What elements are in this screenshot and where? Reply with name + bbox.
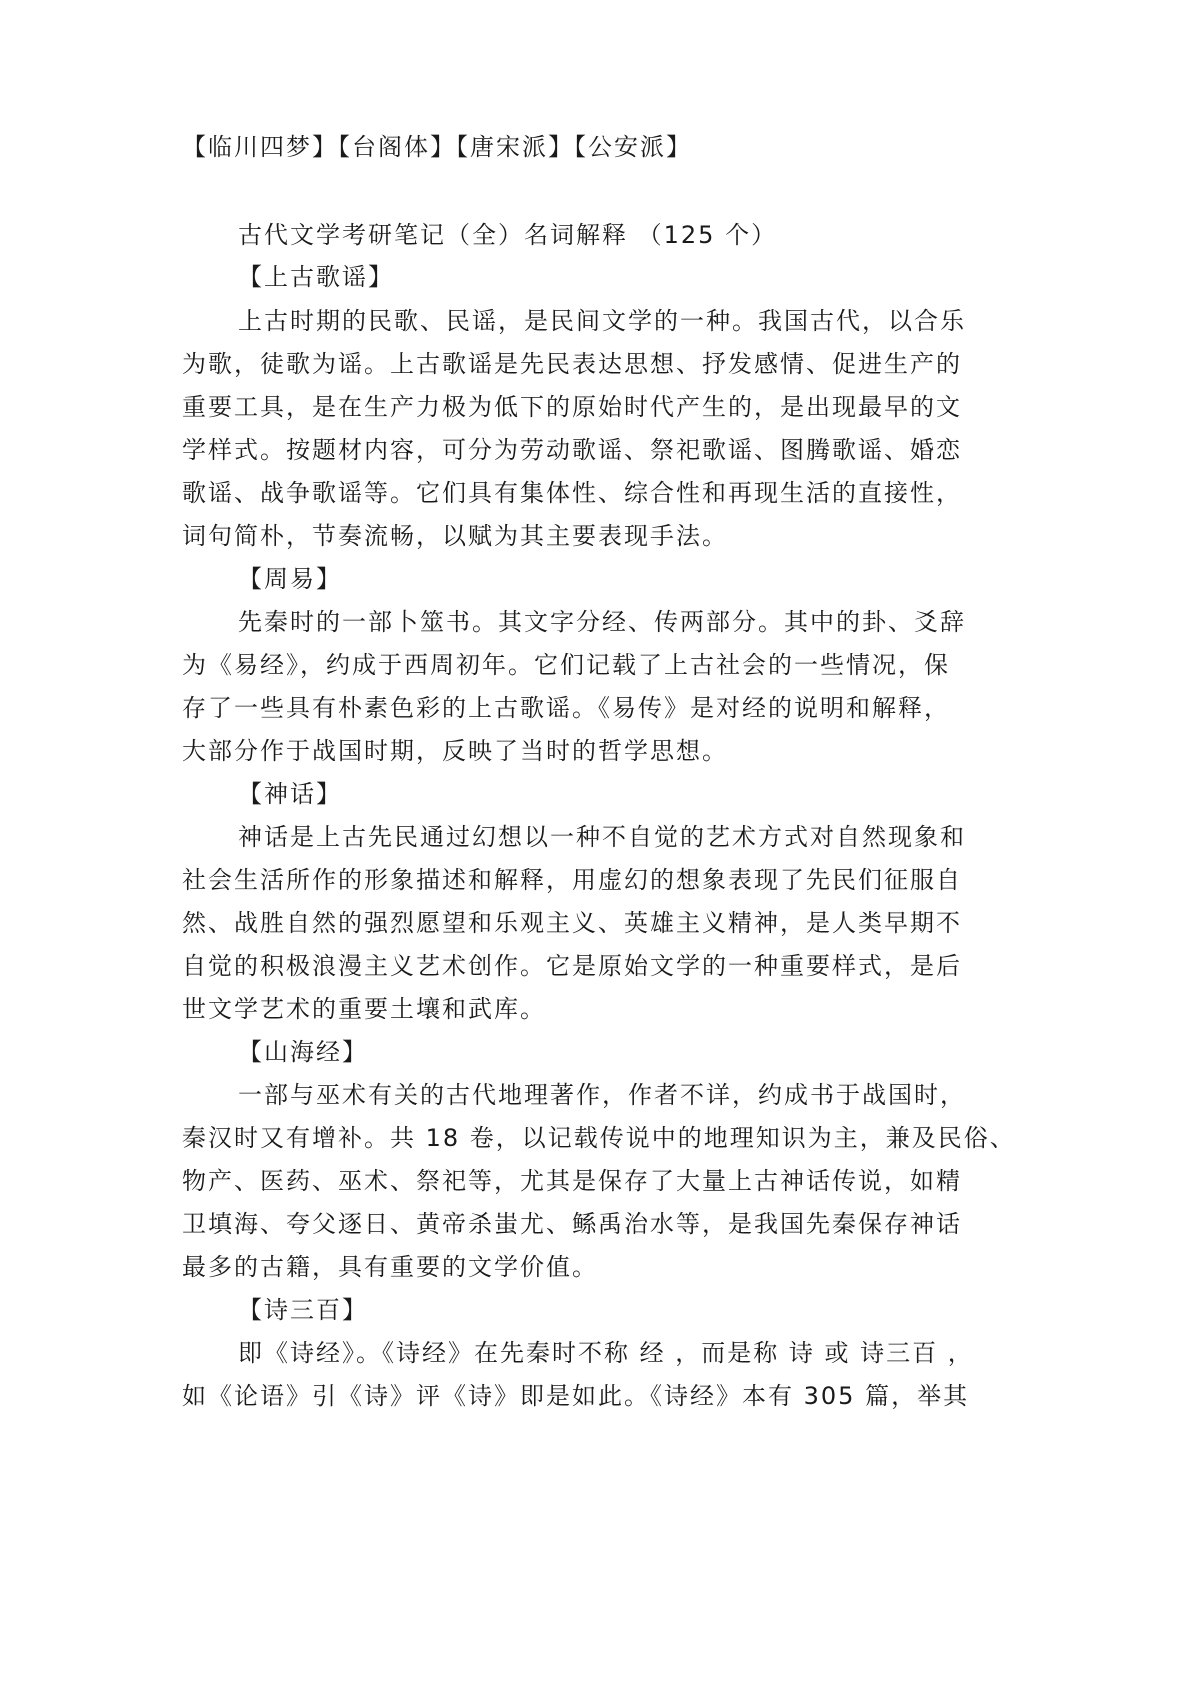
- paragraph-line: 社会生活所作的形象描述和解释，用虚幻的想象表现了先民们征服自: [182, 866, 962, 894]
- section-heading: 【周易】: [238, 565, 342, 593]
- paragraph-line: 自觉的积极浪漫主义艺术创作。它是原始文学的一种重要样式，是后: [182, 952, 962, 980]
- section-heading: 【诗三百】: [238, 1296, 368, 1324]
- paragraph-line: 如《论语》引《诗》评《诗》即是如此。《诗经》本有 305 篇，举其: [182, 1382, 970, 1410]
- paragraph-line: 即《诗经》。《诗经》在先秦时不称 经 ，而是称 诗 或 诗三百 ，: [238, 1339, 974, 1367]
- paragraph-line: 存了一些具有朴素色彩的上古歌谣。《易传》是对经的说明和解释，: [182, 694, 950, 722]
- paragraph-line: 卫填海、夸父逐日、黄帝杀蚩尤、鲧禹治水等，是我国先秦保存神话: [182, 1210, 962, 1238]
- paragraph-line: 歌谣、战争歌谣等。它们具有集体性、综合性和再现生活的直接性，: [182, 479, 962, 507]
- section-heading: 【上古歌谣】: [238, 263, 394, 291]
- paragraph-line: 然、战胜自然的强烈愿望和乐观主义、英雄主义精神，是人类早期不: [182, 909, 962, 937]
- paragraph-line: 学样式。按题材内容，可分为劳动歌谣、祭祀歌谣、图腾歌谣、婚恋: [182, 436, 962, 464]
- paragraph-line: 重要工具，是在生产力极为低下的原始时代产生的，是出现最早的文: [182, 393, 962, 421]
- document-title: 古代文学考研笔记（全）名词解释 （125 个）: [238, 221, 778, 249]
- paragraph-line: 词句简朴，节奏流畅，以赋为其主要表现手法。: [182, 522, 728, 550]
- paragraph-line: 为歌，徒歌为谣。上古歌谣是先民表达思想、抒发感情、促进生产的: [182, 350, 962, 378]
- paragraph-line: 秦汉时又有增补。共 18 卷，以记载传说中的地理知识为主，兼及民俗、: [182, 1124, 1016, 1152]
- paragraph-line: 神话是上古先民通过幻想以一种不自觉的艺术方式对自然现象和: [238, 823, 966, 851]
- paragraph-line: 物产、医药、巫术、祭祀等，尤其是保存了大量上古神话传说，如精: [182, 1167, 962, 1195]
- section-heading: 【山海经】: [238, 1038, 368, 1066]
- paragraph-line: 先秦时的一部卜筮书。其文字分经、传两部分。其中的卦、爻辞: [238, 608, 966, 636]
- section-heading: 【神话】: [238, 780, 342, 808]
- paragraph-line: 大部分作于战国时期，反映了当时的哲学思想。: [182, 737, 728, 765]
- paragraph-line: 为《易经》，约成于西周初年。它们记载了上古社会的一些情况，保: [182, 651, 950, 679]
- top-keyword-line: 【临川四梦】【台阁体】【唐宋派】【公安派】: [182, 133, 692, 161]
- paragraph-line: 一部与巫术有关的古代地理著作，作者不详，约成书于战国时，: [238, 1081, 966, 1109]
- paragraph-line: 世文学艺术的重要土壤和武库。: [182, 995, 546, 1023]
- paragraph-line: 最多的古籍，具有重要的文学价值。: [182, 1253, 598, 1281]
- paragraph-line: 上古时期的民歌、民谣，是民间文学的一种。我国古代，以合乐: [238, 307, 966, 335]
